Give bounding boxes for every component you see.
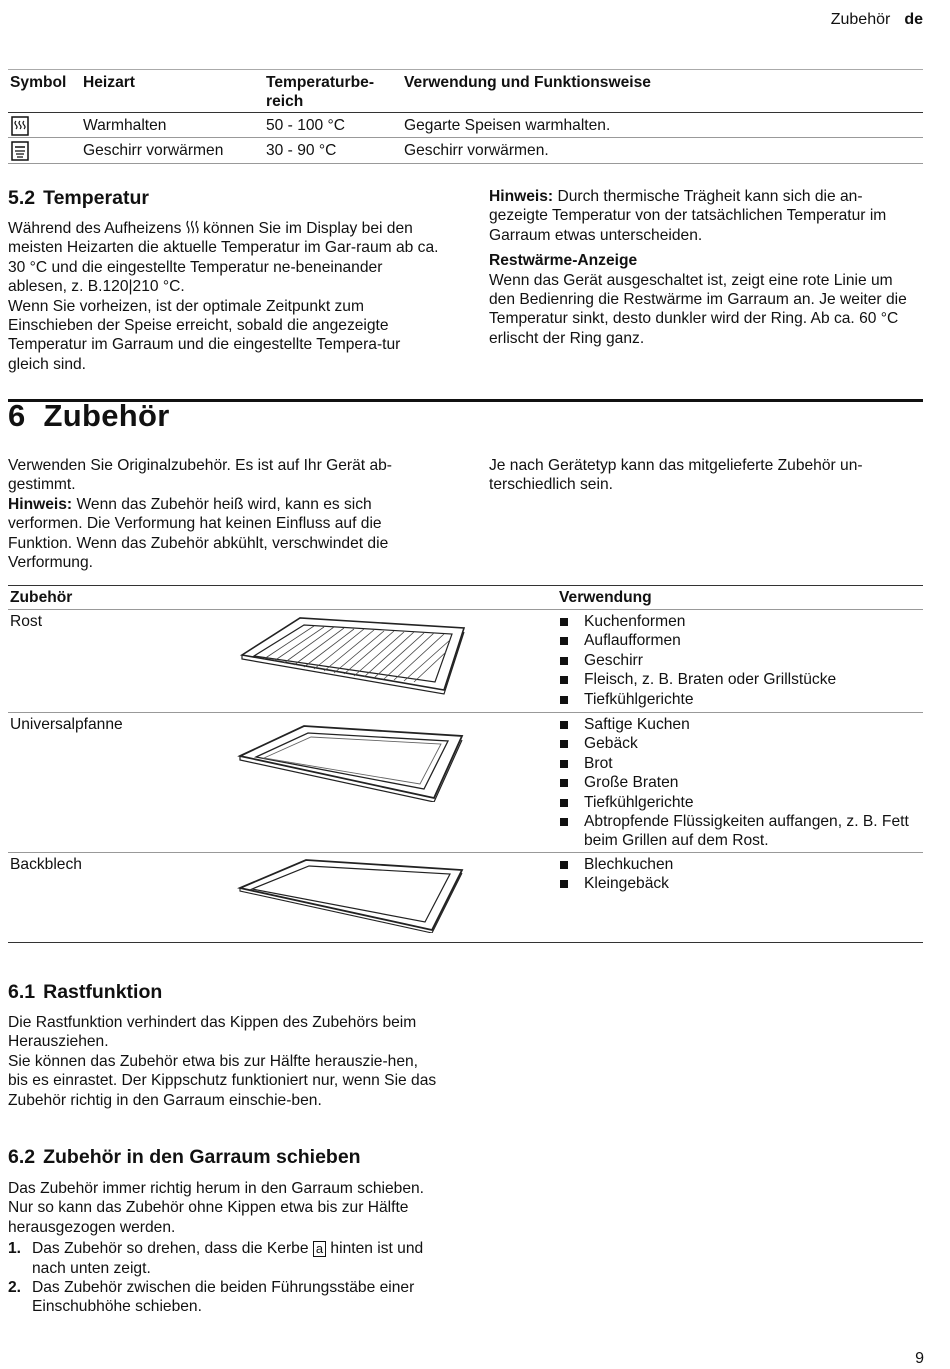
wire-rack-image bbox=[238, 612, 468, 702]
list-item: Tiefkühlgerichte bbox=[558, 793, 928, 812]
table-rule bbox=[8, 942, 923, 943]
paragraph: Während des Aufheizens können Sie im Display bei den meisten Heizarten die aktuelle Temperatur im Gar-raum ab ca. 30 °C und die eingestellte Temperatur ne-beneinander ablesen, z. B.120|210 °C. bbox=[8, 220, 439, 296]
section-6-right bbox=[489, 456, 921, 495]
list-item: 1. Das Zubehör so drehen, dass die Kerbe a hinten ist und nach unten zeigt. bbox=[8, 1240, 424, 1277]
list-item: Abtropfende Flüssigkeiten auffangen, z. B. Fett beim Grillen auf dem Rost. bbox=[558, 812, 928, 851]
paragraph: Die Rastfunktion verhindert das Kippen des Zubehörs beim Herausziehen. bbox=[8, 1014, 417, 1051]
table-rule bbox=[8, 112, 923, 113]
section-5-2-right bbox=[489, 187, 921, 348]
page-number: 9 bbox=[915, 1350, 924, 1367]
keep-warm-icon bbox=[10, 115, 30, 142]
heating-icon bbox=[186, 220, 199, 235]
list-item: Kuchenformen bbox=[558, 612, 836, 631]
header-section: Zubehör bbox=[830, 11, 891, 28]
row-range: 30 - 90 °C bbox=[266, 142, 337, 159]
th-use: Verwendung und Funktionsweise bbox=[404, 74, 651, 91]
list-item: Geschirr bbox=[558, 651, 836, 670]
paragraph: Sie können das Zubehör etwa bis zur Hälfte herauszie-hen, bis es einrastet. Der Kippschutz funktioniert nur, wenn Sie das Zubehör richtig in den Garraum einschie-ben. bbox=[8, 1052, 437, 1109]
step-list bbox=[8, 1239, 440, 1317]
paragraph: Wenn das Gerät ausgeschaltet ist, zeigt eine rote Linie um den Bedienring die Restwärme im Garraum an. Je weiter die Temperatur sinkt, desto dunkler wird der Ring. Ab ca. 60 °C erlischt der Ring ganz. bbox=[489, 271, 907, 347]
list-item: Auflaufformen bbox=[558, 631, 836, 650]
universal-pan-image bbox=[236, 722, 466, 807]
list-item: Brot bbox=[558, 754, 928, 773]
row-mode: Geschirr vorwärmen bbox=[83, 142, 224, 159]
list-item: Kleingebäck bbox=[558, 874, 673, 893]
table-rule bbox=[8, 712, 923, 713]
section-5-2-left bbox=[8, 219, 440, 374]
row-mode: Warmhalten bbox=[83, 117, 167, 134]
running-header bbox=[831, 10, 923, 29]
th-heizart: Heizart bbox=[83, 74, 135, 91]
th-range: Temperaturbe- reich bbox=[266, 74, 375, 111]
section-heading-6-2: 6.2 Zubehör in den Garraum schieben bbox=[8, 1146, 361, 1168]
paragraph: Das Zubehör immer richtig herum in den Garraum schieben. Nur so kann das Zubehör ohne Kippen etwa bis zur Hälfte herausgezogen werden. bbox=[8, 1180, 425, 1236]
th-verwendung: Verwendung bbox=[559, 589, 652, 606]
note: Hinweis: Durch thermische Trägheit kann sich die an-gezeigte Temperatur von der tatsächlichen Temperatur im Garraum etwas unterscheiden. bbox=[489, 188, 887, 244]
row-use: Gegarte Speisen warmhalten. bbox=[404, 117, 611, 134]
section-6-left bbox=[8, 456, 440, 572]
th-zubehoer: Zubehör bbox=[10, 589, 73, 606]
section-heading-6-1: 6.1 Rastfunktion bbox=[8, 981, 163, 1003]
section-6-2-body bbox=[8, 1179, 440, 1317]
paragraph: Verwenden Sie Originalzubehör. Es ist auf Ihr Gerät ab-gestimmt. bbox=[8, 457, 392, 494]
table-rule bbox=[8, 137, 923, 138]
list-item: Große Braten bbox=[558, 773, 928, 792]
header-rule bbox=[8, 69, 923, 70]
subheading-restwaerme: Restwärme-Anzeige bbox=[489, 252, 638, 270]
paragraph: Wenn Sie vorheizen, ist der optimale Zeitpunkt zum Einschieben der Speise erreicht, sobald die angezeigte Temperatur im Garraum und die eingestellte Tempera-tur gleich sind. bbox=[8, 297, 401, 373]
baking-tray-image bbox=[236, 858, 466, 938]
list-item: Tiefkühlgerichte bbox=[558, 690, 836, 709]
paragraph: Je nach Gerätetyp kann das mitgelieferte Zubehör un-terschiedlich sein. bbox=[489, 457, 863, 494]
table-rule bbox=[8, 852, 923, 853]
list-item: Gebäck bbox=[558, 734, 928, 753]
chapter-heading-6: 6 Zubehör bbox=[8, 398, 170, 433]
table-rule bbox=[8, 585, 923, 586]
usage-list bbox=[558, 612, 836, 709]
list-item: 2. Das Zubehör zwischen die beiden Führungsstäbe einer Einschubhöhe schieben. bbox=[8, 1279, 415, 1316]
th-symbol: Symbol bbox=[10, 74, 67, 91]
accessory-name: Universalpfanne bbox=[10, 716, 123, 733]
section-heading-5-2: 5.2 Temperatur bbox=[8, 187, 149, 209]
usage-list bbox=[558, 855, 673, 894]
table-rule bbox=[8, 163, 923, 164]
list-item: Fleisch, z. B. Braten oder Grillstücke bbox=[558, 670, 836, 689]
row-range: 50 - 100 °C bbox=[266, 117, 346, 134]
table-rule bbox=[8, 609, 923, 610]
accessory-name: Rost bbox=[10, 613, 43, 630]
section-6-1-body bbox=[8, 1013, 440, 1110]
list-item: Saftige Kuchen bbox=[558, 715, 928, 734]
header-language: de bbox=[904, 11, 923, 28]
note: Hinweis: Wenn das Zubehör heiß wird, kann es sich verformen. Die Verformung hat keinen Einfluss auf die Funktion. Wenn das Zubehör abkühlt, verschwindet die Verformung. bbox=[8, 495, 389, 572]
row-use: Geschirr vorwärmen. bbox=[404, 142, 549, 159]
list-item: Blechkuchen bbox=[558, 855, 673, 874]
notch-marker: a bbox=[313, 1241, 326, 1257]
usage-list bbox=[558, 715, 928, 851]
accessory-name: Backblech bbox=[10, 856, 82, 873]
